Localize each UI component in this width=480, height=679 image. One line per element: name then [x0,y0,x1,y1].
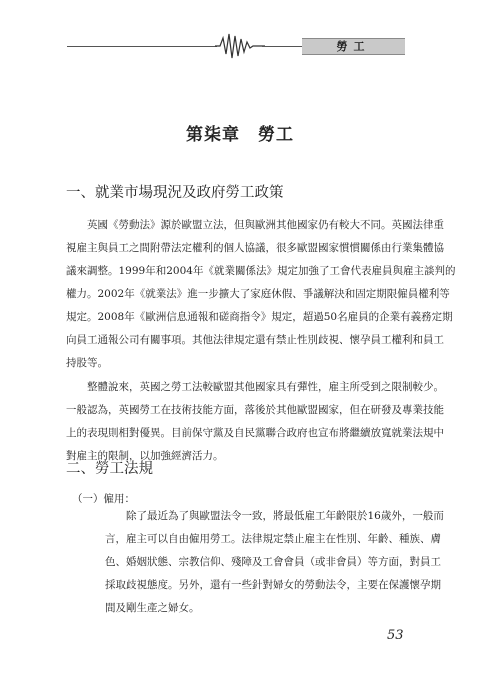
section2-paragraph [105,505,444,620]
page-number: 53 [387,628,404,643]
text-line: 對雇主的限制，以加強經濟活力。 [66,450,224,462]
header-rule-right [262,46,302,47]
text-line: 英國《勞動法》源於歐盟立法，但與歐洲其他國家仍有較大不同。英國法律重 [87,219,444,231]
text-line: 持股等。 [66,357,108,369]
section-heading-2: 二、勞工法規 [66,461,153,477]
section1-paragraph-1 [66,214,456,375]
section1-paragraph-2 [66,376,444,468]
running-header [0,0,480,70]
text-line: 間及剛生產之婦女。 [105,602,200,614]
text-line: 視雇主與員工之間附帶法定權利的個人協議，很多歐盟國家慣慣關係由行業集體協 [66,242,444,254]
chapter-tab: 勞工 [302,38,405,55]
chapter-title: 第柒章 勞工 [186,125,294,145]
text-line: 權力。2002年《就業法》進一步擴大了家庭休假、爭議解決和固定期限僱員權利等 [66,288,450,300]
text-line: 除了最近為了與歐盟法令一致，將最低雇工年齡限於16歲外，一般而 [126,510,444,522]
subsection-label: （一）僱用： [72,493,135,505]
text-line: 採取歧視態度。另外，還有一些針對婦女的勞動法令，主要在保護懷孕期 [105,579,441,591]
text-line: 規定。2008年《歐洲信息通報和磋商指令》規定，超過50名雇員的企業有義務定期 [66,311,453,323]
text-line: 整體說來，英國之勞工法較歐盟其他國家具有彈性，雇主所受到之限制較少。 [87,381,444,393]
section-heading-1: 一、就業市場現況及政府勞工政策 [66,185,284,201]
text-line: 一般認為，英國勞工在技術技能方面，落後於其他歐盟國家，但在研發及專業技能 [66,404,444,416]
text-line: 上的表現則相對優異。目前保守黨及自民黨聯合政府也宣布將繼續放寬就業法規中 [66,427,444,439]
header-rule-left [67,46,217,47]
text-line: 向員工通報公司有關事項。其他法律規定還有禁止性別歧視、懷孕員工權利和員工 [66,334,444,346]
text-line: 言，雇主可以自由僱用勞工。法律規定禁止雇主在性別、年齡、種族、膚 [105,533,441,545]
text-line: 議來調整。1999年和2004年《就業關係法》規定加強了工會代表雇員與雇主談判的 [66,265,456,277]
text-line: 色、婚姻狀態、宗教信仰、殘障及工會會員（或非會員）等方面，對員工 [105,556,441,568]
pulse-wave-icon [215,30,265,62]
